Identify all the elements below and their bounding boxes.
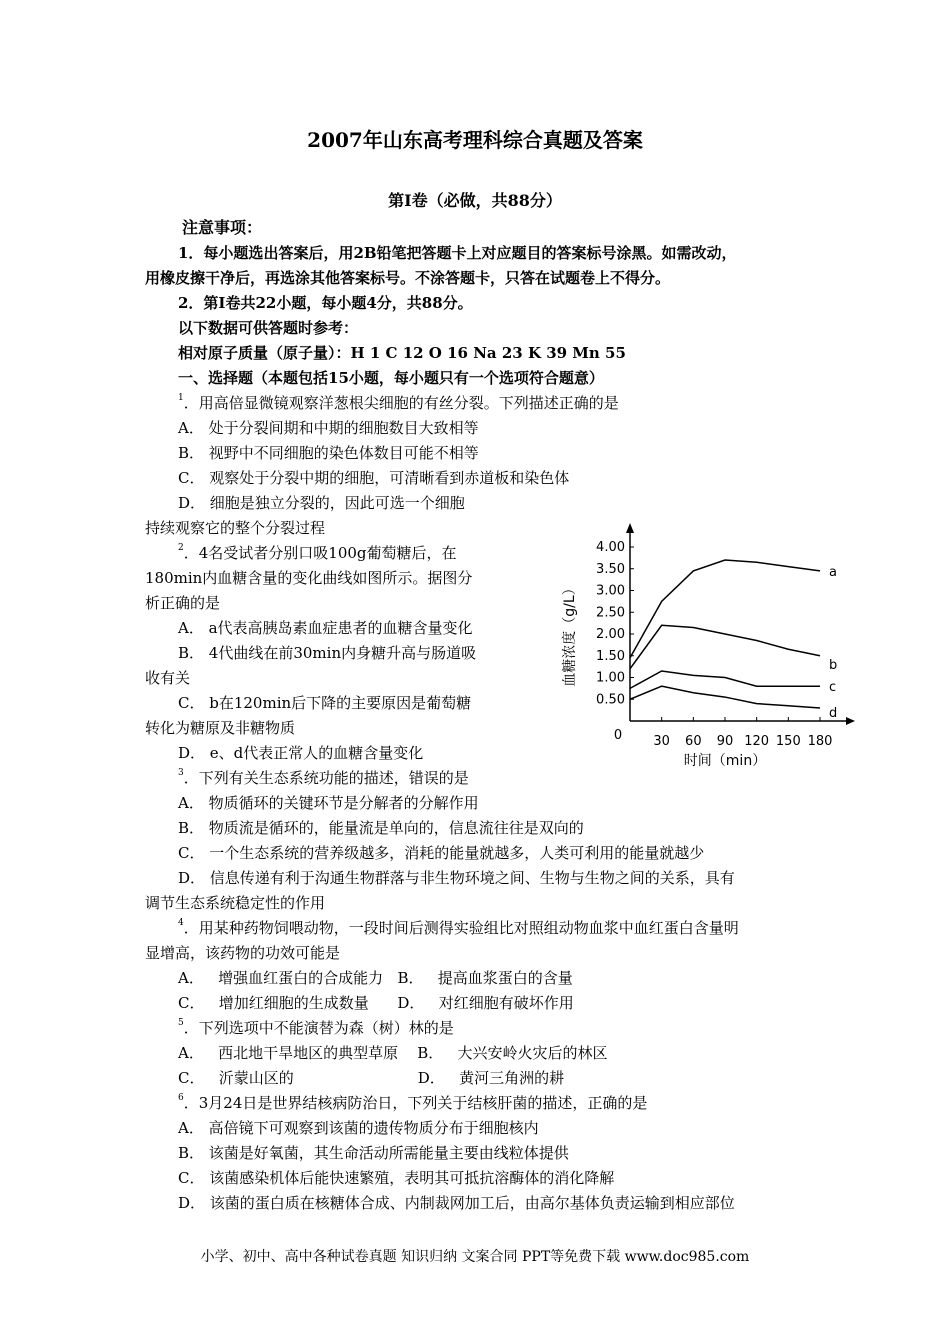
chart-labels [561,540,837,769]
series-label-d: d [829,705,838,721]
series-label-b: b [829,657,838,673]
question-1-option-a: A． 处于分裂间期和中期的细胞数目大致相等 [178,419,479,437]
question-2-stem-line-2: 180min内血糖含量的变化曲线如图所示。据图分 [145,569,473,587]
x-tick-label: 30 [653,734,670,749]
x-axis-arrow [846,717,855,725]
question-4-options-cd: C． 增加红细胞的生成数量 D． 对红细胞有破坏作用 [178,994,574,1012]
question-1-option-c: C． 观察处于分裂中期的细胞，可清晰看到赤道板和染色体 [178,469,570,487]
y-tick-label: 1.00 [596,670,625,686]
question-4-stem-line-2: 显增高，该药物的功效可能是 [145,944,341,962]
question-3-stem: $^3$．下列有关生态系统功能的描述，错误的是 [178,768,469,787]
question-5-options-cd: C． 沂蒙山区的 D． 黄河三角洲的耕 [178,1069,565,1087]
question-3-option-b: B． 物质流是循环的，能量流是单向的，信息流往往是双向的 [178,819,584,837]
question-3-option-d: D． 信息传递有利于沟通生物群落与非生物环境之间、生物与生物之间的关系，具有 [178,869,735,887]
series-line-c [630,671,820,688]
y-tick-label: 3.50 [596,561,625,577]
x-tick-label: 90 [716,734,734,749]
chart-axes [626,523,855,725]
series-line-a [630,560,820,658]
question-3-option-c: C． 一个生态系统的营养级越多，消耗的能量就越多，人类可利用的能量就越少 [178,844,705,862]
note-2: 2．第Ⅰ卷共22小题，每小题4分，共88分。 [178,294,473,312]
blood-glucose-chart [560,518,860,773]
x-axis-label: 时间（min） [683,753,767,769]
question-5-options-ab: A． 西北地干旱地区的典型草原 B． 大兴安岭火灾后的林区 [178,1044,608,1062]
series-label-c: c [829,680,837,696]
x-tick-label: 150 [775,734,801,749]
chart-series [630,560,820,708]
origin-label: 0 [613,728,623,743]
page-footer: 小学、初中、高中各种试卷真题 知识归纳 文案合同 PPT等免费下载 www.doc985.com [200,1249,750,1265]
note-1-line-1: 1．每小题选出答案后，用2B铅笔把答题卡上对应题目的答案标号涂黑。如需改动， [178,244,737,262]
question-6-option-d: D． 该菌的蛋白质在核糖体合成、内制裁网加工后，由高尔基体负责运输到相应部位 [178,1194,735,1212]
question-2-option-b-cont: 收有关 [145,669,191,687]
x-tick-label: 180 [807,734,833,749]
question-2-option-c-cont: 转化为糖原及非糖物质 [145,719,296,737]
question-6-option-c: C． 该菌感染机体后能快速繁殖，表明其可抵抗溶酶体的消化降解 [178,1169,615,1187]
notes-heading: 注意事项： [182,218,263,237]
section-heading: 第Ⅰ卷（必做，共88分） [388,191,562,210]
series-line-b [630,625,820,669]
question-3-number: 3 [178,768,184,778]
question-5-stem: $^5$．下列选项中不能演替为森（树）林的是 [178,1018,454,1037]
question-5-number: 5 [178,1018,184,1028]
question-1-option-d-cont: 持续观察它的整个分裂过程 [145,519,326,537]
question-2-stem: $^2$．4名受试者分别口吸100g葡萄糖后，在 [178,543,457,562]
question-3-option-d-cont: 调节生态系统稳定性的作用 [145,894,326,912]
note-1-line-2: 用橡皮擦干净后，再选涂其他答案标号。不涂答题卡，只答在试题卷上不得分。 [145,269,671,287]
series-line-d [630,686,820,708]
question-4-stem: $^4$．用某种药物饲喂动物，一段时间后测得实验组比对照组动物血浆中血红蛋白含量明 [178,918,739,937]
question-6-option-a: A． 高倍镜下可观察到该菌的遗传物质分布于细胞核内 [178,1119,539,1137]
y-tick-label: 3.00 [596,583,625,599]
question-1-option-d: D． 细胞是独立分裂的，因此可选一个细胞 [178,494,465,512]
y-axis-label: 血糖浓度（g/L） [562,581,578,687]
y-tick-label: 2.50 [596,605,625,621]
y-tick-label: 2.00 [596,627,625,642]
question-2-option-c: C． b在120min后下降的主要原因是葡萄糖 [178,694,472,712]
y-axis-arrow [626,523,634,533]
question-1-stem: $^1$．用高倍显微镜观察洋葱根尖细胞的有丝分裂。下列描述正确的是 [178,393,619,412]
page-title: 2007年山东高考理科综合真题及答案 [307,128,643,152]
question-1-option-b: B． 视野中不同细胞的染色体数目可能不相等 [178,444,479,462]
question-2-option-a: A． a代表高胰岛素血症患者的血糖含量变化 [178,619,473,637]
question-4-number: 4 [178,918,184,928]
y-tick-label: 4.00 [596,540,625,555]
question-6-stem: $^6$．3月24日是世界结核病防治日，下列关于结核肝菌的描述，正确的是 [178,1093,648,1112]
question-2-option-d: D． e、d代表正常人的血糖含量变化 [178,744,424,762]
y-tick-label: 1.50 [596,648,625,664]
y-tick-label: 0.50 [596,692,625,708]
question-6-option-b: B． 该菌是好氧菌，其生命活动所需能量主要由线粒体提供 [178,1144,569,1162]
question-2-stem-line-3: 析正确的是 [145,594,221,612]
part-1-heading: 一、选择题（本题包括15小题，每小题只有一个选项符合题意） [178,369,604,387]
atomic-mass-note: 相对原子质量（原子量）：H 1 C 12 O 16 Na 23 K 39 Mn 55 [178,344,626,362]
question-1-number: 1 [178,393,184,403]
question-6-number: 6 [178,1093,184,1103]
reference-note: 以下数据可供答题时参考： [178,319,359,337]
question-4-options-ab: A． 增强血红蛋白的合成能力 B． 提高血浆蛋白的含量 [178,969,573,987]
x-tick-label: 120 [744,734,770,749]
x-tick-label: 60 [685,734,702,749]
question-2-option-b: B． 4代曲线在前30min内身糖升高与肠道吸 [178,644,477,662]
question-2-number: 2 [178,543,184,553]
series-label-a: a [829,564,837,580]
question-3-option-a: A． 物质循环的关键环节是分解者的分解作用 [178,794,479,812]
